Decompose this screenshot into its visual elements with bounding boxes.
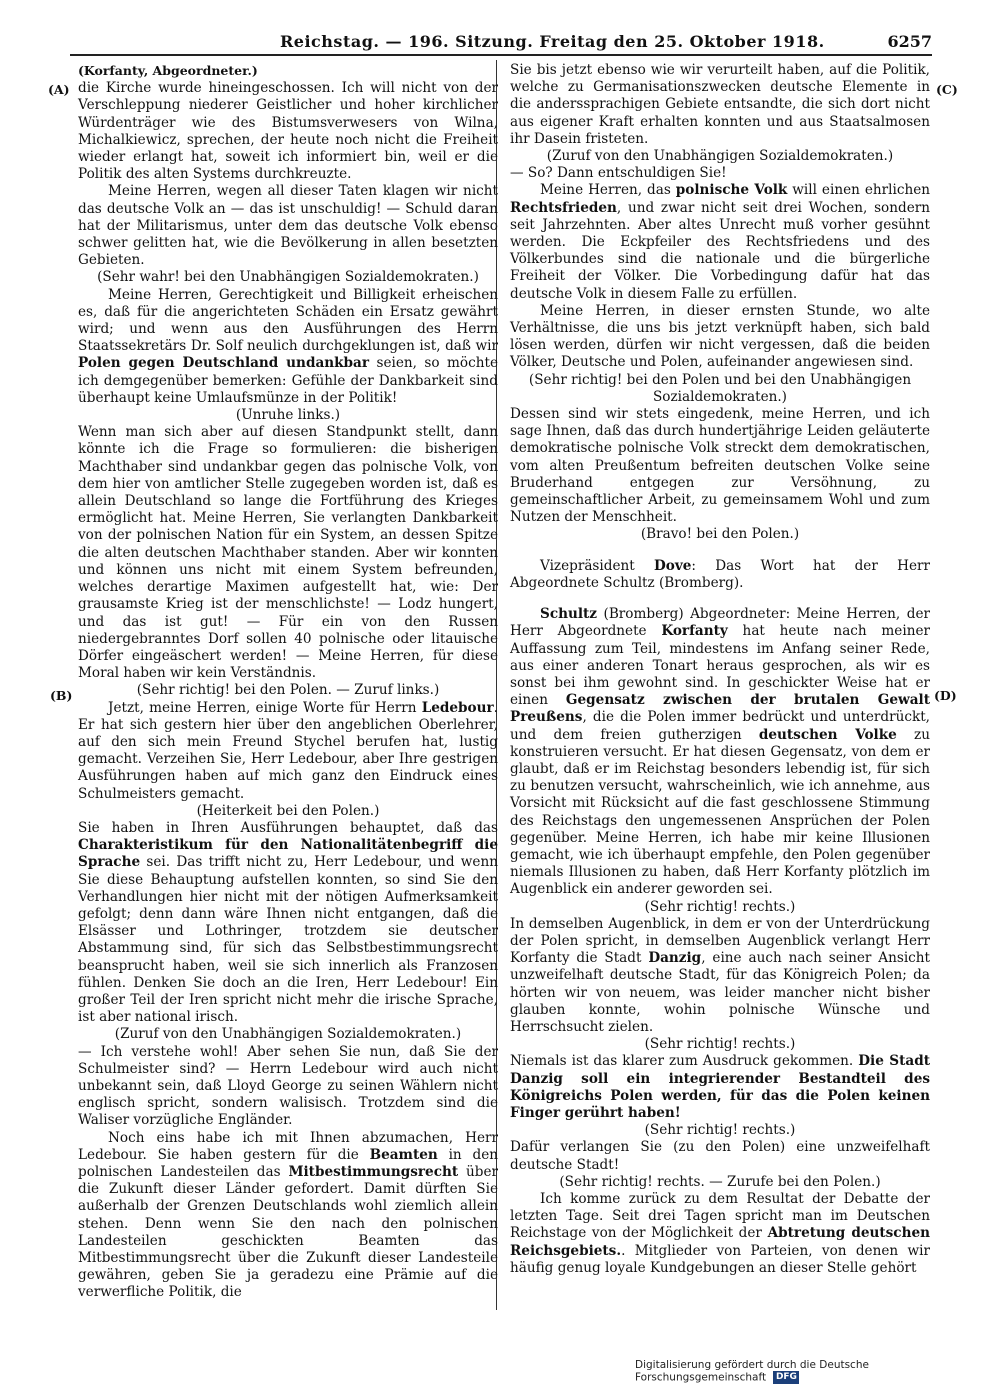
paragraph: die Kirche wurde hineingeschossen. Ich will nicht von der Verschleppung niederer Geistlicher und hoher kirchlicher Würdenträger wie des Bistumsverwesers von Wilna, Michalkiewicz, sprechen, der heute noch nicht die Freiheit wieder erlangt hat, soweit ich informiert bin, weil er die Politik des alten Systems durchkreuzte. [78, 80, 498, 183]
page-header [70, 30, 932, 56]
paragraph: Sie bis jetzt ebenso wie wir verurteilt haben, auf die Politik, welche zu Germanisationszwecken deutsche Elemente in die anderssprachigen Gebiete entsandte, die sich dort nicht aus eigener Kraft erhalten konnten und aus Staatsalmosen ihr Dasein fristeten. [510, 62, 930, 147]
header-rule [70, 54, 932, 56]
paragraph: Meine Herren, wegen all dieser Taten klagen wir nicht das deutsche Volk an — das ist unschuldig! — Schuld daran hat der Militarismus, unter dem das deutsche Volk ebenso schwer gelitten hat, wie die Bevölkerung in allen besetzten Gebieten. [78, 183, 498, 269]
paragraph: Wenn man sich aber auf diesen Standpunkt stellt, dann könnte ich die Frage so formulieren: die bisherigen Machthaber sind undankbar gegen das polnische Volk, von dem hier von amtlicher Stelle zugegeben worden ist, daß es allein Deutschland so lange die Fortführung des Krieges ermöglicht hat. Meine Herren, Sie verlangten Dankbarkeit von der polnischen Nation für ein System, an dessen Spitze die alten deutschen Machthaber standen. Aber wir konnten und können uns nicht mit einem System befreunden, welches derartige Maximen aufgestellt hat, wie: Der grausamste Krieg ist der menschlichste! — Lodz hungert, und das ist gut! — Für ein von den Russen niedergebranntes Dorf sollen 40 polnische oder litauische Dörfer eingeäschert werden! — Meine Herren, für diese Moral haben wir kein Verständnis. [78, 424, 498, 682]
dfg-logo: DFG [773, 1371, 799, 1384]
page-number: 6257 [887, 32, 932, 51]
interjection: (Sehr richtig! bei den Polen und bei den Unabhängigen Sozialdemokraten.) [528, 371, 912, 405]
paragraph: In demselben Augenblick, in dem er von der Unterdrückung der Polen spricht, in demselben Augenblick verlangt Herr Korfanty die Stadt Danzig, eine auch nach seiner Ansicht unzweifelhaft deutsche Stadt, für das Königreich Polen; da hörten wir von neuem, was leider mancher nicht bisher glauben konnte, wohin polnische Wünsche und Herrschsucht zielen. [510, 915, 930, 1035]
paragraph: — So? Dann entschuldigen Sie! [510, 165, 727, 182]
interjection: (Unruhe links.) [235, 407, 341, 424]
paragraph: Meine Herren, in dieser ernsten Stunde, wo alte Verhältnisse, die uns bis jetzt verknüpft haben, sich bald lösen werden, dürfen wir nicht vergessen, daß die beiden Völker, Deutsche und Polen, aufeinander angewiesen sind. [510, 302, 930, 371]
paragraph: Sie haben in Ihren Ausführungen behauptet, daß das Charakteristikum für den Nationalitätenbegriff die Sprache sei. Das trifft nicht zu, Herr Ledebour, und wenn Sie diese Behauptung aufstellen konnten, so sind Sie den Verhandlungen hier nicht mit der nötigen Aufmerksamkeit gefolgt; denn dann wäre Ihnen nicht entgangen, daß die Elsässer und Lothringer, trotzdem sie deutscher Abstammung sind, für sich das Selbstbestimmungsrecht beansprucht haben, weil sie sich innerlich als Franzosen fühlen. Denken Sie doch an die Iren, Herr Ledebour! Ein großer Teil der Iren spricht nicht mehr die irische Sprache, ist aber national irisch. [78, 819, 498, 1026]
margin-marker-a: (A) [48, 82, 70, 97]
paragraph: Meine Herren, das polnische Volk will einen ehrlichen Rechtsfrieden, und zwar nicht seit drei Wochen, sondern seit Jahrzehnten. Aber altes Unrecht muß vorher gesühnt werden. Die Eckpfeiler des Rechtsfriedens und des Völkerbundes sind die nationale und die bürgerliche Freiheit der Völker. Die Vorbedingung dafür hat das deutsche Volk in diesem Falle zu erfüllen. [510, 182, 930, 302]
interjection: (Zuruf von den Unabhängigen Sozialdemokraten.) [114, 1026, 462, 1043]
left-column [78, 62, 498, 1302]
paragraph: Dafür verlangen Sie (zu den Polen) eine unzweifelhaft deutsche Stadt! [510, 1139, 930, 1173]
interjection: (Sehr richtig! rechts.) [644, 1036, 796, 1053]
paragraph: — Ich verstehe wohl! Aber sehen Sie nun, daß Sie der Schulmeister sind? — Herrn Ledebour wird auch nicht unbekannt sein, daß Lloyd George zu seinen Wählern nicht englisch spricht, sondern walisisch. Trotzdem sind die Waliser vorzügliche Engländer. [78, 1043, 498, 1129]
margin-marker-d: (D) [934, 688, 957, 703]
speaker-continuation: (Korfanty, Abgeordneter.) [78, 63, 258, 78]
paragraph: Noch eins habe ich mit Ihnen abzumachen, Herr Ledebour. Sie haben gestern für die Beamten in den polnischen Landesteilen das Mitbestimmungsrecht über die Zukunft dieser Länder gefordert. Damit dürften Sie außerhalb der Grenzen Deutschlands wohl ziemlich allein stehen. Denn wenn Sie den nach den polnischen Landesteilen geschickten Beamten das Mitbestimmungsrecht über die Zukunft dieser Landesteile gewähren, geben Sie ja geradezu eine Prämie auf die verwerfliche Politik, die [78, 1129, 499, 1301]
interjection: (Bravo! bei den Polen.) [640, 526, 800, 543]
interjection: (Sehr richtig! rechts.) [644, 898, 796, 915]
paragraph: Ich komme zurück zu dem Resultat der Debatte der letzten Tage. Seit drei Tagen spricht man im Deutschen Reichstage von der Möglichkeit der Abtretung deutschen Reichsgebiets.. Mitglieder von Parteien, von denen wir häufig genug loyale Kundgebungen an dieser Stelle gehört [510, 1191, 930, 1276]
speech-start: Schultz (Bromberg) Abgeordneter: Meine Herren, der Herr Abgeordnete Korfanty hat heute nach meiner Auffassung zum Teil, mindestens im Anfang seiner Rede, aus einer anderen Tonart heraus gesprochen, als wir es sonst bei ihm gewohnt sind. In geschickter Weise hat er einen Gegensatz zwischen der brutalen Gewalt Preußens, die die Polen immer bedrückt und unterdrückt, und dem freien gutherzigen deutschen Volke zu konstruieren versucht. Er hat diesen Gegensatz, von dem er glaubt, daß er im Reichstag besonders lebendig ist, für sich zu benutzen versucht, wahrscheinlich, wie ich annehme, aus Vorsicht mit Rücksicht auf die fast geschlossene Stimmung des Reichstags den ungemessenen Ansprüchen der Polen gegenüber. Meine Herren, ich habe mir keine Illusionen gemacht, wie ich überhaupt empfehle, den Polen gegenüber niemals Illusionen zu haben, daß Herr Korfanty plötzlich im Augenblick ein anderer geworden sei. [510, 606, 930, 898]
running-title: Reichstag. — 196. Sitzung. Freitag den 25. Oktober 1918. [280, 32, 825, 51]
speaker-intro: Vizepräsident Dove: Das Wort hat der Herr Abgeordnete Schultz (Bromberg). [510, 557, 930, 591]
interjection: (Sehr richtig! rechts.) [644, 1122, 796, 1139]
interjection: (Zuruf von den Unabhängigen Sozialdemokraten.) [546, 148, 894, 165]
paragraph: Jetzt, meine Herren, einige Worte für Herrn Ledebour. Er hat sich gestern hier über den angeblichen Oberlehrer, auf den sich mein Freund Stychel berufen hat, lustig gemacht. Verzeihen Sie, Herr Ledebour, aber Ihre gestrigen Ausführungen haben auf mich ganz den Eindruck eines Schulmeisters gemacht. [78, 699, 498, 802]
margin-marker-c: (C) [936, 82, 958, 97]
credit-text: Digitalisierung gefördert durch die Deutsche Forschungsgemeinschaft [635, 1359, 869, 1384]
digitization-credit [635, 1359, 1000, 1384]
interjection: (Sehr richtig! rechts. — Zurufe bei den Polen.) [559, 1173, 881, 1190]
interjection: (Sehr richtig! bei den Polen. — Zuruf links.) [136, 682, 440, 699]
paragraph: Dessen sind wir stets eingedenk, meine Herren, und ich sage Ihnen, daß das durch hundertjährige Leiden geläuterte demokratische polnische Volk streckt dem demokratischen, vom alten Preußentum befreiten deutschen Volke seine Bruderhand entgegen zur Versöhnung, zu gemeinschaftlicher Arbeit, zu gemeinsamem Wohl und zum Nutzen der Menschheit. [510, 406, 930, 526]
margin-marker-b: (B) [50, 688, 73, 703]
interjection: (Heiterkeit bei den Polen.) [196, 802, 380, 819]
paragraph: Niemals ist das klarer zum Ausdruck gekommen. Die Stadt Danzig soll ein integrierender Bestandteil des Königreichs Polen werden, für das die Polen keinen Finger gerührt haben! [510, 1053, 930, 1121]
paragraph: Meine Herren, Gerechtigkeit und Billigkeit erheischen es, daß für die angerichteten Schäden ein Ersatz gewährt wird; und wenn aus den Ausführungen des Herrn Staatssekretärs Dr. Solf neulich durchgeklungen ist, daß wir Polen gegen Deutschland undankbar seien, so möchte ich demgegenüber bemerken: Gefühle der Dankbarkeit sind überhaupt keine Umlaufsmünze in der Politik! [78, 286, 498, 406]
interjection: (Sehr wahr! bei den Unabhängigen Sozialdemokraten.) [97, 269, 479, 286]
right-column [510, 62, 930, 1277]
